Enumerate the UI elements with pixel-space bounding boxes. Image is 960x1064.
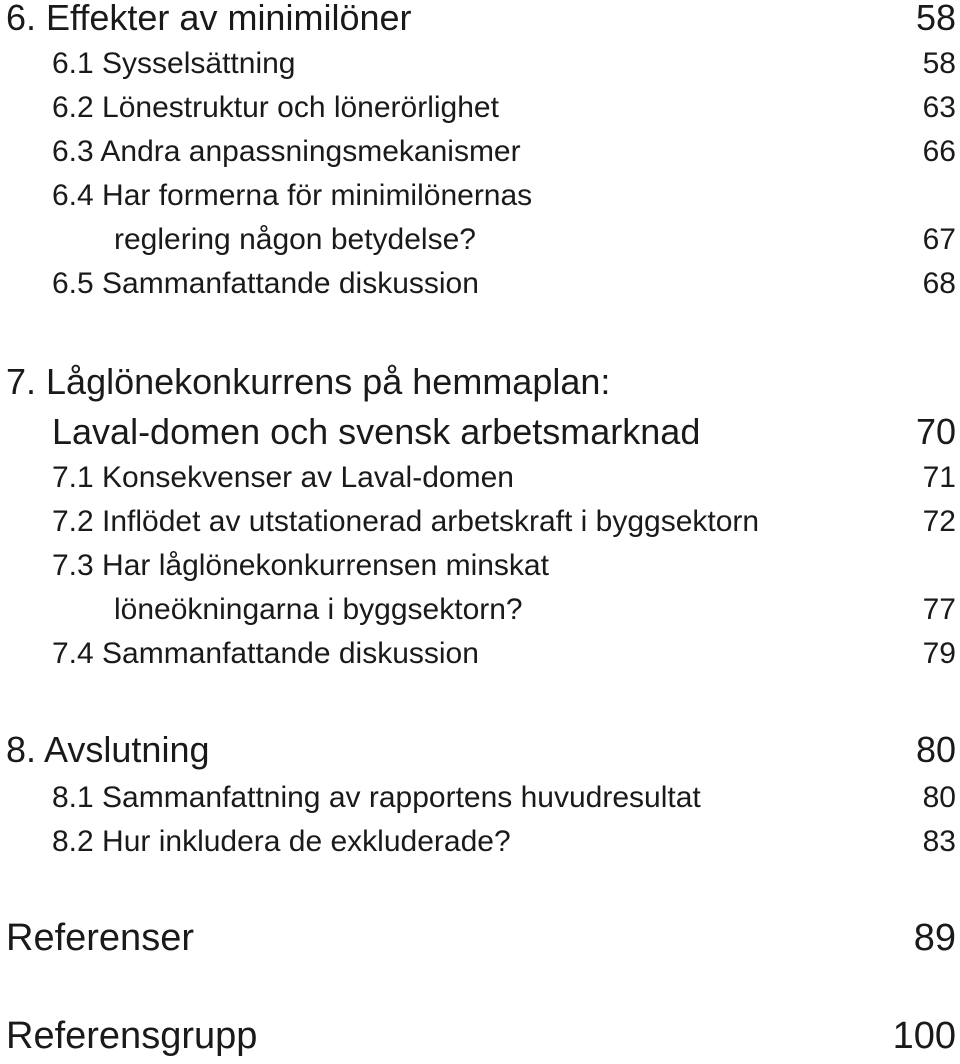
toc-entry-section-6-1[interactable] [0, 42, 960, 86]
toc-entry-section-6-2[interactable] [0, 86, 960, 130]
toc-entry-title: 7.1 Konsekvenser av Laval-domen [52, 461, 514, 494]
toc-entry-section-7-4[interactable] [0, 632, 960, 676]
toc-entry-title: 6.1 Sysselsättning [52, 47, 296, 80]
toc-entry-section-8-2[interactable] [0, 820, 960, 864]
toc-entry-title: 7.3 Har låglönekonkurrensen minskat [52, 549, 549, 582]
toc-entry-page: 63 [922, 91, 956, 124]
toc-entry-section-7-3[interactable] [0, 544, 960, 588]
toc-entry-page: 71 [922, 461, 956, 494]
toc-entry-title: 6.2 Lönestruktur och lönerörlighet [52, 91, 499, 124]
toc-entry-chapter-7[interactable] [0, 360, 960, 404]
toc-entry-page: 100 [892, 1015, 956, 1057]
toc-entry-section-7-2[interactable] [0, 500, 960, 544]
toc-entry-title: 8.1 Sammanfattning av rapportens huvudresultat [52, 781, 701, 814]
toc-entry-page: 83 [922, 825, 956, 858]
toc-entry-page: 67 [922, 223, 956, 256]
toc-entry-section-6-4[interactable] [0, 174, 960, 218]
toc-entry-section-6-3[interactable] [0, 130, 960, 174]
toc-entry-page: 77 [922, 593, 956, 626]
toc-entry-title: Referensgrupp [6, 1015, 258, 1057]
toc-entry-page: 72 [922, 505, 956, 538]
toc-entry-page: 89 [913, 917, 956, 959]
toc-entry-title: reglering någon betydelse? [114, 223, 476, 256]
toc-entry-title: 8.2 Hur inkludera de exkluderade? [52, 825, 511, 858]
toc-entry-chapter-6[interactable] [0, 0, 960, 40]
toc-entry-page: 58 [915, 0, 956, 38]
toc-entry-title: Laval-domen och svensk arbetsmarknad [52, 411, 701, 452]
toc-entry-page: 70 [915, 411, 956, 452]
toc-entry-title: 6.4 Har formerna för minimilönernas [52, 179, 533, 212]
toc-entry-title: löneökningarna i byggsektorn? [114, 593, 523, 626]
toc-entry-title: 7.4 Sammanfattande diskussion [52, 637, 479, 670]
toc-entry-page: 79 [922, 637, 956, 670]
toc-entry-title: 7.2 Inflödet av utstationerad arbetskraft i byggsektorn [52, 505, 760, 538]
toc-entry-chapter-8[interactable] [0, 728, 960, 772]
toc-entry-section-6-4-continued[interactable] [0, 218, 960, 262]
toc-entry-references[interactable] [0, 914, 960, 962]
toc-entry-section-8-1[interactable] [0, 776, 960, 820]
toc-entry-title: 6. Effekter av minimilöner [6, 0, 412, 38]
toc-entry-title: 6.3 Andra anpassningsmekanismer [52, 135, 521, 168]
toc-entry-chapter-7-continued[interactable] [0, 410, 960, 454]
toc-entry-title: Referenser [6, 917, 194, 959]
toc-entry-title: 7. Låglönekonkurrens på hemmaplan: [6, 361, 611, 402]
toc-entry-page: 66 [922, 135, 956, 168]
toc-entry-title: 8. Avslutning [6, 729, 210, 770]
toc-entry-page: 80 [915, 729, 956, 770]
toc-entry-section-7-1[interactable] [0, 456, 960, 500]
toc-entry-reference-group[interactable] [0, 1012, 960, 1060]
toc-entry-page: 80 [922, 781, 956, 814]
toc-entry-section-7-3-continued[interactable] [0, 588, 960, 632]
toc-entry-page: 58 [922, 47, 956, 80]
toc-entry-page: 68 [922, 267, 956, 300]
toc-entry-title: 6.5 Sammanfattande diskussion [52, 267, 479, 300]
toc-entry-section-6-5[interactable] [0, 262, 960, 306]
